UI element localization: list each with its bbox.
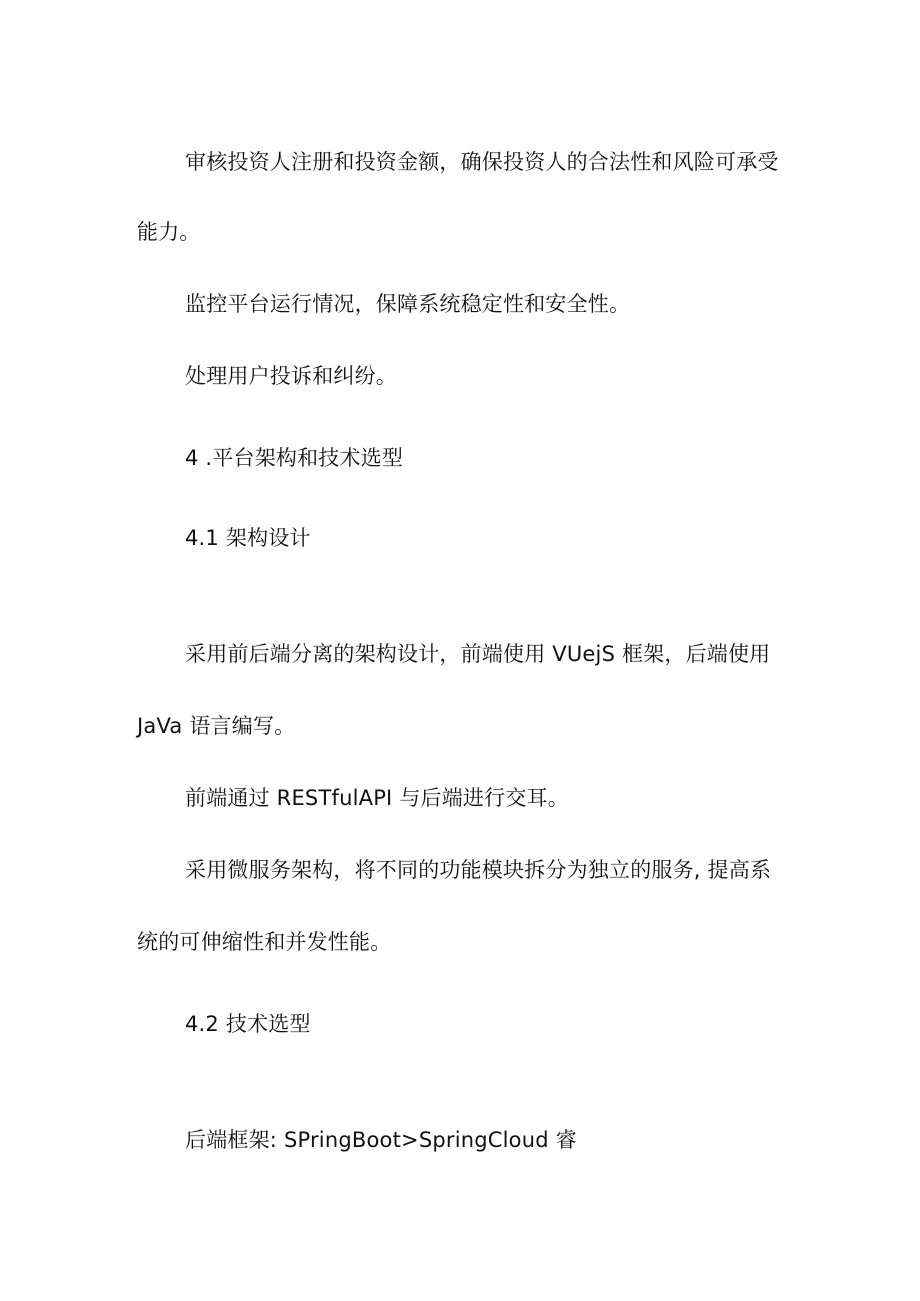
subsection-heading: 4.1 架构设计 [185,526,311,550]
paragraph-line: 前端通过 RESTfulAPI 与后端进行交耳。 [185,786,569,810]
paragraph-line: 审核投资人注册和投资金额，确保投资人的合法性和风险可承受 [185,150,779,174]
paragraph-line: 能力。 [137,220,201,244]
paragraph-line: 统的可伸缩性和并发性能。 [137,930,392,954]
paragraph-line: 处理用户投诉和纠纷。 [185,364,397,388]
section-heading: 4 .平台架构和技术选型 [185,446,404,470]
paragraph-line: 采用前后端分离的架构设计，前端使用 VUejS 框架，后端使用 [185,642,771,666]
paragraph-line: 采用微服务架构，将不同的功能模块拆分为独立的服务, 提高系 [185,858,772,882]
paragraph-line: 后端框架: SPringBoot>SpringCloud 睿 [185,1128,577,1152]
paragraph-line: JaVa 语言编写。 [137,714,296,738]
paragraph-line: 监控平台运行情况，保障系统稳定性和安全性。 [185,292,631,316]
subsection-heading: 4.2 技术选型 [185,1012,311,1036]
